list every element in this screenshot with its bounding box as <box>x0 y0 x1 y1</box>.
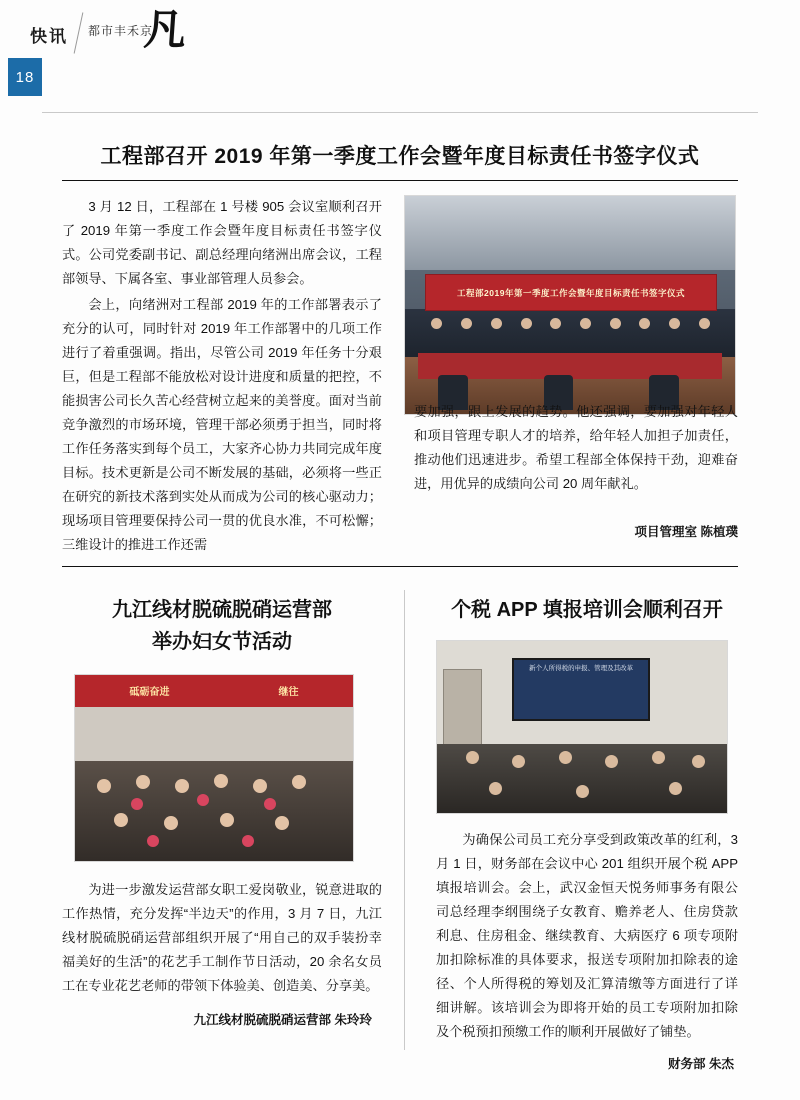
photo-person <box>114 813 128 827</box>
photo-person <box>692 755 705 768</box>
photo-group <box>75 761 353 861</box>
conference-photo <box>404 195 736 415</box>
article-womens-day-title <box>62 594 382 658</box>
photo-person <box>521 318 532 329</box>
photo-person <box>220 813 234 827</box>
photo-door <box>443 669 483 747</box>
article-tax-app-byline: 财务部 朱杰 <box>668 1057 734 1071</box>
photo-banner-left-text: 砥砺奋进 <box>129 687 170 699</box>
photo-person <box>466 751 479 764</box>
page-number: 18 <box>8 58 42 96</box>
article-main-columns <box>62 195 738 559</box>
photo-person <box>610 318 621 329</box>
paragraph: 为进一步激发运营部女职工爱岗敬业，锐意进取的工作热情，充分发挥“半边天”的作用，3 月 7 日，九江线材脱硫脱硝运营部组织开展了“用自己的双手装扮幸福美好的生活”的花艺手工制作节日活动，20 余名女员工在专业花艺老师的带领下体验美、创造美、分享美。 <box>62 882 382 993</box>
paragraph: 会上，向绪洲对工程部 2019 年的工作部署表示了充分的认可，同时针对 2019 年工作部署中的几项工作进行了着重强调。指出，尽管公司 2019 年任务十分艰巨，但是工程部不能放松对设计进度和质量的把控，不能损害公司长久苦心经营树立起来的美誉度。面对当前竞争激烈的市场环境，管理干部必须勇于担当，同时将工作任务落实到每个员工，大家齐心协力共同完成年度目标。技术更新是公司不断发展的基础，必须将一些正在研究的新技术落到实处从而成为公司的核心驱动力；现场项目管理要保持公司一贯的优良水准，不可松懈；三维设计的推进工作还需 <box>62 297 382 552</box>
article-main <box>62 140 738 559</box>
photo-projection-screen <box>512 658 649 720</box>
article-main-continued <box>414 400 738 496</box>
photo-person <box>580 318 591 329</box>
photo-audience <box>437 744 727 813</box>
header-divider <box>42 112 758 113</box>
masthead-logo: 凡 <box>142 5 188 54</box>
womens-day-photo <box>74 674 354 862</box>
article-womens-day-body <box>62 878 382 998</box>
photo-banner <box>425 274 717 311</box>
paragraph: 为确保公司员工充分享受到政策改革的红利，3 月 1 日，财务部在会议中心 201 组织开展个税 APP 填报培训会。会上，武汉金恒天悦务师事务有限公司总经理李纲围绕子女教育、赡养老人、住房贷款利息、住房租金、继续教育、大病医疗 6 项专项附加扣除标准的具体要求，报送专项附加扣除表的途径、个人所得税的筹划及汇算清缴等方面进行了详细讲解。该培训会为即将开始的员工专项附加扣除及个税预扣预缴工作的顺利开展做好了铺垫。 <box>436 832 738 1039</box>
paragraph: 3 月 12 日，工程部在 1 号楼 905 会议室顺利召开了 2019 年第一季度工作会暨年度目标责任书签字仪式。公司党委副书记、副总经理向绪洲出席会议，工程部领导、下属各室、事业部管理人员参会。 <box>62 199 382 286</box>
photo-wall <box>75 707 353 768</box>
photo-ceiling <box>405 196 735 270</box>
title-line-2: 举办妇女节活动 <box>152 631 292 653</box>
photo-banner-right-text: 继往 <box>278 687 299 699</box>
photo-person <box>559 751 572 764</box>
page-title: 工程部召开 2019 年第一季度工作会暨年度目标责任书签字仪式 <box>100 145 700 168</box>
article-tax-app-body <box>436 828 738 1044</box>
photo-person <box>669 318 680 329</box>
paragraph: 要加强，跟上发展的趋势。他还强调，要加强对年轻人和项目管理专职人才的培养，给年轻人加担子加责任，推动他们迅速进步。希望工程部全体保持干劲，迎难奋进，用优异的成绩向公司 20 周年献礼。 <box>414 404 738 491</box>
photo-person <box>652 751 665 764</box>
article-main-body <box>62 195 382 559</box>
photo-person <box>605 755 618 768</box>
photo-person <box>669 782 682 795</box>
photo-person <box>699 318 710 329</box>
title-line-1: 九江线材脱硫脱硝运营部 <box>112 599 332 621</box>
photo-screen-text: 新个人所得税的申报、管理及其改革 <box>529 665 634 673</box>
article-tax-app-title: 个税 APP 填报培训会顺利召开 <box>451 599 723 621</box>
photo-banner <box>75 675 353 707</box>
photo-banner-text: 工程部2019年第一季度工作会暨年度目标责任书签字仪式 <box>457 287 685 298</box>
photo-person <box>491 318 502 329</box>
photo-bouquet <box>242 835 254 847</box>
column-divider <box>404 590 405 1050</box>
headline-rule <box>62 180 738 181</box>
photo-bouquet <box>131 798 143 810</box>
photo-person <box>512 755 525 768</box>
article-main-byline: 项目管理室 陈植璞 <box>634 525 738 539</box>
section-divider <box>62 566 738 567</box>
masthead-subtitle: 都市丰禾京 <box>88 24 154 38</box>
article-womens-day <box>62 594 382 1028</box>
masthead <box>0 0 800 112</box>
photo-bouquet <box>264 798 276 810</box>
masthead-label: 快讯 <box>30 27 68 46</box>
photo-person <box>253 779 267 793</box>
photo-person <box>214 774 228 788</box>
tax-app-training-photo <box>436 640 728 814</box>
article-womens-day-byline: 九江线材脱硫脱硝运营部 朱玲玲 <box>193 1013 372 1027</box>
article-tax-app <box>436 594 738 1072</box>
masthead-divider <box>74 12 84 53</box>
